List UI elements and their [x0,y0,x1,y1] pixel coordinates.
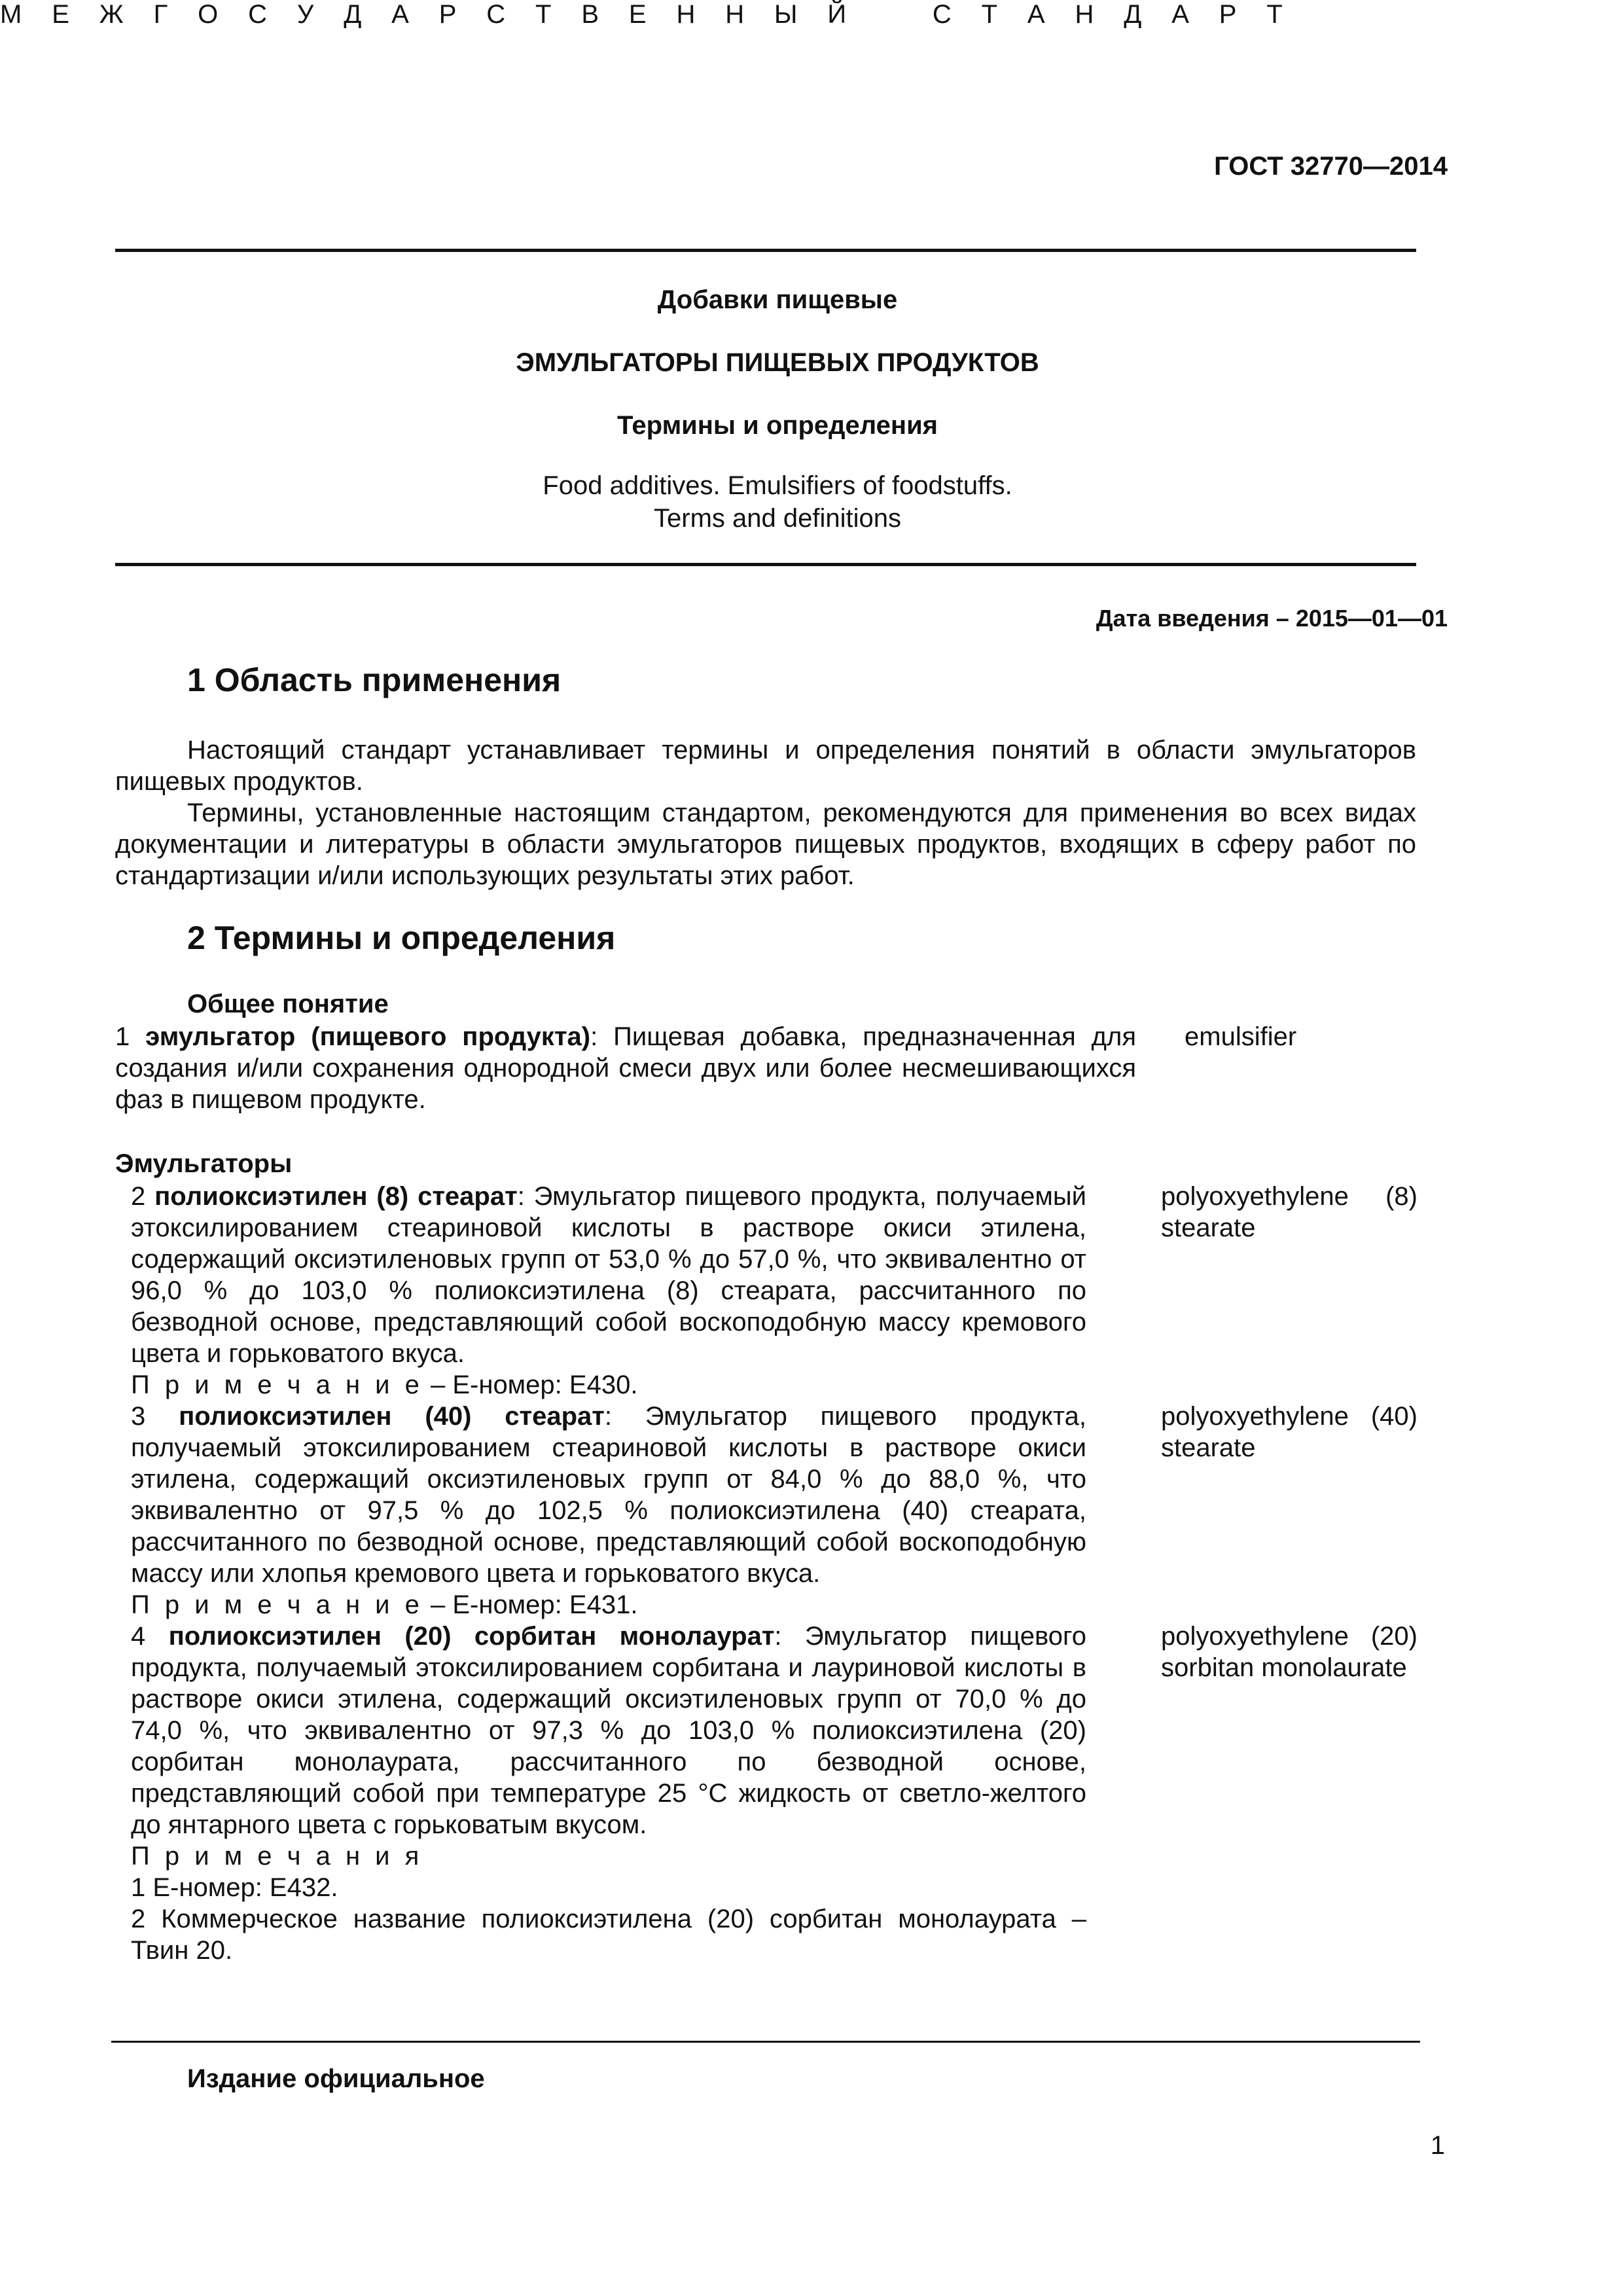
banner-letter: Н [676,0,696,29]
section1-heading: 1 Область применения [187,662,562,698]
term-name: полиоксиэтилен (8) стеарат [154,1182,518,1211]
term-2-english [1161,1181,1418,1244]
banner-letter: Е [628,0,647,29]
document-category: Добавки пищевые [657,285,898,314]
banner-letter: Ж [99,0,124,29]
banner-letter: У [296,0,314,29]
section1-paragraph: Термины, установленные настоящим стандартом, рекомендуются для применения во всех видах документации и литературы в области эмульгаторов пищевых продуктов, входящих в сферу работ по стандартизации и/или использующих результаты этих работ. [115,798,1416,890]
document-subtitle: Термины и определения [616,411,938,440]
banner-letter: С [248,0,268,29]
note-label: П р и м е ч а н и е [131,1371,423,1399]
page-number: 1 [1430,2131,1445,2160]
term-3-english [1161,1401,1418,1463]
note-label: П р и м е ч а н и е [131,1590,423,1619]
banner-letter: С [932,0,952,29]
banner-letter: Р [438,0,457,29]
banner-letter: Г [153,0,168,29]
term-1-definition [115,1021,1136,1115]
banner-letter: А [391,0,409,29]
term-definition-text: Пищевая добавка, предназначенная для создания и/или сохранения однородной смеси двух или более несмешивающихся фаз в пищевом продукте. [115,1022,1136,1114]
banner-letter: С [486,0,506,29]
english-term-line: sorbitan monolaurate [1161,1653,1407,1682]
section1-paragraph: Настоящий стандарт устанавливает термины и определения понятий в области эмульгаторов пищевых продуктов. [115,736,1416,796]
banner-letter: А [1027,0,1045,29]
banner-letter: Т [1266,0,1283,29]
term-separator: : [517,1182,525,1211]
banner-letter: М [0,0,22,29]
term-separator: : [604,1402,612,1431]
english-term-line: polyoxyethylene (40) [1161,1402,1418,1431]
term-4-english [1161,1621,1418,1683]
interstate-standard-banner [0,0,1283,29]
term-definition-text: Эмульгатор пищевого продукта, получаемый этоксилированием сорбитана и лауриновой кислоты в растворе окиси этилена, содержащий оксиэтиленовых групп от 70,0 % до 74,0 %, что эквивалентно от 97,3 % до 103,0 % полиоксиэтилена (20) сорбитан монолаурата, рассчитанного по безводной основе, представляющий собой при температуре 25 °С жидкость от светло-желтого до янтарного цвета с горьковатым вкусом. [131,1622,1086,1839]
note-2: 2 Коммерческое название полиоксиэтилена (20) сорбитан монолаурата – Твин 20. [131,1905,1086,1965]
banner-letter: Р [1219,0,1237,29]
note-text: – Е-номер: Е430. [423,1371,638,1399]
banner-gap [876,0,902,29]
footer-rule [111,2041,1420,2043]
term-number: 4 [131,1622,146,1651]
english-title-line1: Food additives. Emulsifiers of foodstuffs. [543,471,1012,500]
term-definition-text: Эмульгатор пищевого продукта, получаемый этоксилированием стеариновой кислоты в растворе окиси этилена, содержащий оксиэтиленовых групп от 53,0 % до 57,0 %, что эквивалентно от 96,0 % до 103,0 % полиоксиэтилена (8) стеарата, рассчитанного по безводной основе, представляющий собой воскоподобную массу кремового цвета и горьковатого вкуса. [131,1182,1086,1368]
term-name: полиоксиэтилен (40) стеарат [179,1402,605,1431]
banner-letter: Д [1124,0,1142,29]
term-1-english: emulsifier [1185,1022,1297,1051]
banner-letter: Т [981,0,998,29]
term-number: 3 [131,1402,146,1431]
banner-letter: Ы [774,0,798,29]
notes-label: П р и м е ч а н и я [131,1842,423,1871]
term-name: полиоксиэтилен (20) сорбитан монолаурат [168,1622,775,1651]
section1-body [115,734,1416,891]
term-2-definition [131,1181,1086,1401]
general-concept-heading: Общее понятие [187,990,389,1018]
english-term-line: polyoxyethylene (8) [1161,1182,1418,1211]
note-1: 1 Е-номер: Е432. [131,1873,338,1902]
term-3-definition [131,1401,1086,1621]
english-term-line: stearate [1161,1433,1256,1462]
term-number: 2 [131,1182,146,1211]
banner-letter: Н [725,0,745,29]
term-number: 1 [115,1022,130,1051]
header-rule [115,249,1416,252]
note-text: – Е-номер: Е431. [423,1590,638,1619]
banner-letter: В [581,0,599,29]
term-definition-text: Эмульгатор пищевого продукта, получаемый этоксилированием стеариновой кислоты в растворе окиси этилена, содержащий оксиэтиленовых групп от 84,0 % до 88,0 %, что эквивалентно от 97,5 % до 102,5 % полиоксиэтилена (40) стеарата, рассчитанного по безводной основе, представляющий собой воскоподобную массу или хлопья кремового цвета и горьковатого вкуса. [131,1402,1086,1588]
banner-letter: Е [52,0,69,29]
term-4-definition [131,1621,1086,1966]
official-edition-label: Издание официальное [187,2064,485,2093]
banner-letter: А [1171,0,1189,29]
english-term-line: stearate [1161,1213,1256,1242]
banner-letter: Й [827,0,847,29]
introduction-date: Дата введения – 2015—01—01 [1096,605,1448,632]
banner-letter: О [198,0,219,29]
title-rule [115,563,1416,566]
term-separator: : [590,1022,598,1051]
standard-code: ГОСТ 32770—2014 [1214,152,1448,181]
document-title: ЭМУЛЬГАТОРЫ ПИЩЕВЫХ ПРОДУКТОВ [516,348,1039,377]
banner-letter: Т [535,0,552,29]
banner-letter: Д [344,0,362,29]
emulsifiers-heading: Эмульгаторы [115,1149,293,1178]
section2-heading: 2 Термины и определения [187,920,616,956]
english-title-line2: Terms and definitions [654,504,901,533]
banner-letter: Н [1075,0,1094,29]
term-name: эмульгатор (пищевого продукта) [145,1022,591,1051]
english-term-line: polyoxyethylene (20) [1161,1622,1418,1651]
term-separator: : [774,1622,782,1651]
